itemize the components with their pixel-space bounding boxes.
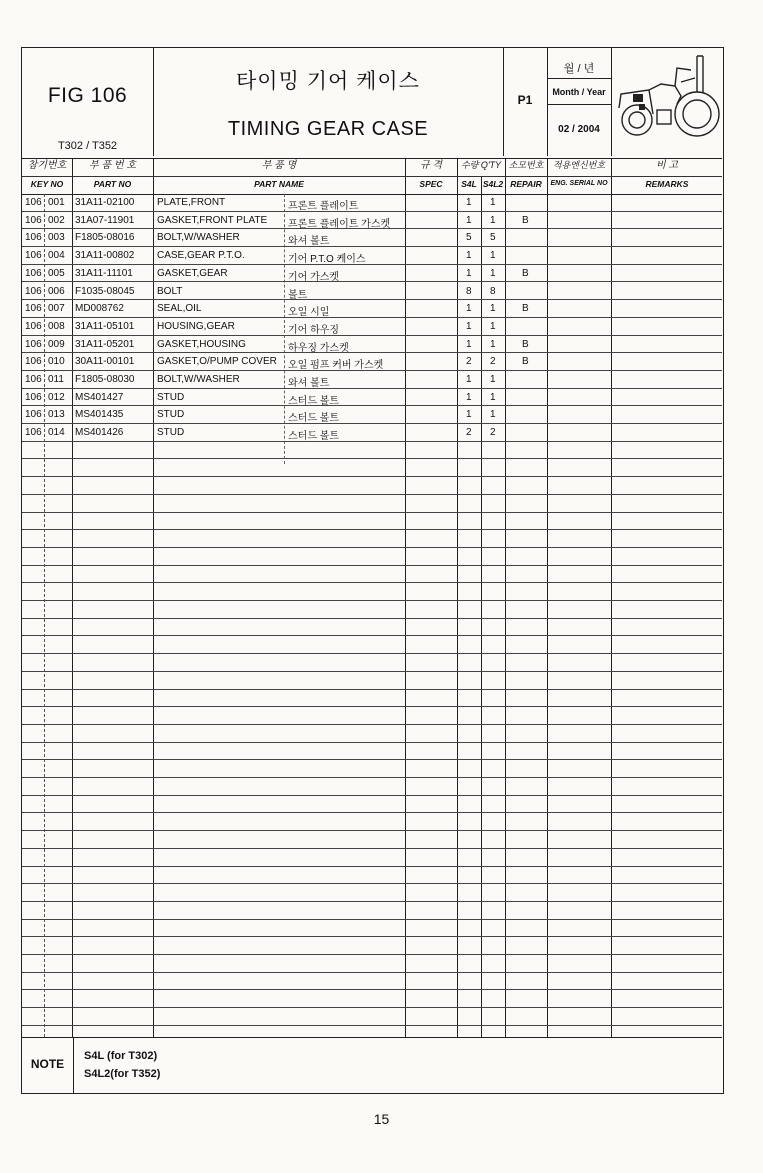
cell-key: 011 bbox=[48, 374, 64, 385]
table-row bbox=[22, 566, 722, 584]
cell-name-ko: 스터드 볼트 bbox=[288, 413, 340, 425]
cell-fig: 106 bbox=[25, 285, 42, 297]
date-label-korean: 월 / 년 bbox=[563, 63, 595, 75]
cell-key: 012 bbox=[48, 391, 65, 403]
cell-name-ko: 스터드 볼트 bbox=[288, 395, 340, 407]
cell-fig: 106 bbox=[25, 197, 42, 208]
cell-key: 006 bbox=[48, 285, 65, 297]
cell-name-en: GASKET,GEAR bbox=[157, 267, 228, 279]
cell-part-no: 31A07-11901 bbox=[75, 214, 135, 226]
cell-key: 004 bbox=[48, 250, 65, 262]
page-code: P1 bbox=[517, 93, 533, 107]
note-line-2: S4L2(for T352) bbox=[84, 1068, 161, 1080]
table-row bbox=[22, 973, 722, 991]
table-row bbox=[22, 194, 722, 212]
cell-name-en: PLATE,FRONT bbox=[157, 197, 226, 208]
cell-name-ko: 프론트 플레이트 bbox=[288, 201, 359, 212]
table-row bbox=[22, 637, 722, 655]
col-name: PART NAME bbox=[254, 179, 304, 189]
table-row bbox=[22, 991, 722, 1009]
table-row bbox=[22, 760, 722, 778]
cell-name-en: CASE,GEAR P.T.O. bbox=[157, 250, 245, 262]
cell-name-en: STUD bbox=[157, 391, 185, 403]
table-row bbox=[22, 796, 722, 814]
cell-s4l2: 1 bbox=[490, 250, 496, 262]
cell-part-no: 31A11-00802 bbox=[75, 250, 135, 262]
cell-name-ko: 기어 하우징 bbox=[288, 324, 340, 336]
cell-s4l2: 8 bbox=[490, 285, 496, 297]
cell-name-ko: 프론트 플레이트 가스켓 bbox=[288, 218, 391, 230]
page-cell bbox=[503, 48, 547, 156]
cell-key: 009 bbox=[48, 338, 65, 350]
cell-name-ko: 오일 시일 bbox=[288, 307, 330, 319]
col-key: KEY NO bbox=[30, 179, 64, 189]
table-row bbox=[22, 495, 722, 513]
col-qty-ko: 수량 Q'TY bbox=[460, 160, 502, 170]
table-row bbox=[22, 229, 722, 247]
col-qty-s4l2: S4L2 bbox=[482, 179, 504, 189]
cell-name-en: STUD bbox=[157, 409, 185, 421]
cell-name-en: GASKET,HOUSING bbox=[157, 338, 246, 350]
table-row bbox=[22, 442, 722, 460]
table-row bbox=[22, 654, 722, 672]
table-row bbox=[22, 318, 722, 336]
cell-s4l: 1 bbox=[466, 214, 472, 226]
cell-s4l: 8 bbox=[466, 285, 472, 297]
table-row bbox=[22, 477, 722, 495]
cell-name-en: HOUSING,GEAR bbox=[157, 320, 235, 332]
table-row bbox=[22, 778, 722, 796]
table-row bbox=[22, 300, 722, 318]
note-section bbox=[22, 1037, 722, 1093]
model-label: T302 / T352 bbox=[57, 140, 118, 152]
table-row bbox=[22, 867, 722, 885]
cell-s4l: 1 bbox=[466, 409, 472, 421]
cell-s4l2: 1 bbox=[490, 409, 496, 421]
col-part: PART NO bbox=[93, 179, 132, 189]
col-serial: ENG. SERIAL NO bbox=[550, 180, 608, 187]
cell-fig: 106 bbox=[25, 391, 42, 403]
cell-s4l: 1 bbox=[466, 391, 472, 403]
cell-fig: 106 bbox=[25, 409, 42, 421]
cell-part-no: MS401426 bbox=[75, 427, 124, 439]
col-name-ko: 부 품 명 bbox=[261, 160, 297, 171]
cell-fig: 106 bbox=[25, 374, 42, 385]
parts-sheet bbox=[21, 47, 724, 1094]
figure-number: FIG 106 bbox=[47, 84, 128, 107]
cell-fig: 106 bbox=[25, 232, 42, 244]
cell-s4l: 2 bbox=[466, 427, 472, 439]
table-row bbox=[22, 1008, 722, 1026]
cell-s4l: 1 bbox=[466, 338, 472, 350]
page-number: 15 bbox=[373, 1111, 390, 1127]
cell-fig: 106 bbox=[25, 356, 42, 368]
table-row bbox=[22, 743, 722, 761]
table-row bbox=[22, 955, 722, 973]
cell-s4l: 5 bbox=[466, 232, 472, 244]
col-serial-ko: 적용엔신번호 bbox=[552, 160, 606, 170]
figure-cell bbox=[22, 48, 153, 156]
cell-part-no: F1805-08016 bbox=[75, 232, 135, 244]
cell-key: 007 bbox=[48, 303, 65, 315]
cell-part-no: 31A11-05201 bbox=[75, 338, 135, 350]
cell-s4l: 1 bbox=[466, 197, 472, 208]
cell-part-no: 31A11-11101 bbox=[75, 267, 133, 279]
cell-s4l: 1 bbox=[466, 374, 472, 385]
table-row bbox=[22, 212, 722, 230]
table-row bbox=[22, 371, 722, 389]
cell-fig: 106 bbox=[25, 427, 42, 439]
title-english: TIMING GEAR CASE bbox=[227, 118, 429, 140]
cell-name-en: BOLT bbox=[157, 285, 183, 297]
cell-s4l2: 1 bbox=[490, 214, 496, 226]
table-row bbox=[22, 336, 722, 354]
table-row bbox=[22, 601, 722, 619]
table-row bbox=[22, 707, 722, 725]
cell-s4l2: 1 bbox=[490, 320, 496, 332]
table-row bbox=[22, 353, 722, 371]
cell-name-en: GASKET,FRONT PLATE bbox=[157, 214, 268, 226]
col-spec-ko: 규 격 bbox=[419, 160, 443, 171]
table-row bbox=[22, 283, 722, 301]
table-row bbox=[22, 513, 722, 531]
cell-name-ko: 오일 펌프 커버 가스켓 bbox=[288, 360, 384, 372]
table-row bbox=[22, 460, 722, 478]
table-row bbox=[22, 884, 722, 902]
cell-name-ko: 와셔 볼트 bbox=[288, 236, 330, 248]
cell-name-en: GASKET,O/PUMP COVER bbox=[157, 356, 277, 368]
table-row bbox=[22, 902, 722, 920]
table-row bbox=[22, 424, 722, 442]
cell-key: 002 bbox=[48, 214, 65, 226]
table-row bbox=[22, 690, 722, 708]
cell-s4l2: 1 bbox=[490, 391, 496, 403]
title-korean: 타이밍 기어 케이스 bbox=[236, 70, 420, 93]
cell-repair: B bbox=[522, 303, 529, 315]
title-cell bbox=[153, 48, 503, 156]
date-cell bbox=[547, 48, 611, 156]
col-remarks-ko: 비 고 bbox=[655, 160, 679, 171]
table-row bbox=[22, 619, 722, 637]
table-row bbox=[22, 672, 722, 690]
cell-key: 010 bbox=[48, 356, 65, 368]
cell-s4l2: 1 bbox=[490, 197, 496, 208]
table-row bbox=[22, 849, 722, 867]
cell-name-ko: 기어 P.T.O 케이스 bbox=[288, 254, 366, 266]
table-row bbox=[22, 530, 722, 548]
cell-part-no: MS401435 bbox=[75, 409, 124, 421]
cell-fig: 106 bbox=[25, 338, 42, 350]
cell-s4l2: 1 bbox=[490, 267, 496, 279]
cell-s4l: 2 bbox=[466, 356, 472, 368]
note-line-1: S4L (for T302) bbox=[84, 1050, 158, 1062]
cell-fig: 106 bbox=[25, 303, 42, 315]
cell-part-no: F1035-08045 bbox=[75, 285, 135, 297]
cell-part-no: F1805-08030 bbox=[75, 374, 135, 385]
cell-s4l: 1 bbox=[466, 267, 472, 279]
cell-key: 005 bbox=[48, 267, 65, 279]
cell-repair: B bbox=[522, 356, 529, 368]
cell-fig: 106 bbox=[25, 267, 42, 279]
table-row bbox=[22, 725, 722, 743]
cell-key: 003 bbox=[48, 232, 65, 244]
cell-name-ko: 하우징 가스켓 bbox=[288, 342, 349, 354]
cell-part-no: 31A11-05101 bbox=[75, 320, 135, 332]
cell-name-ko: 기어 가스켓 bbox=[288, 271, 340, 283]
cell-name-ko: 스터드 볼트 bbox=[288, 431, 340, 443]
tractor-illustration bbox=[611, 48, 723, 156]
date-value: 02 / 2004 bbox=[558, 124, 600, 135]
cell-fig: 106 bbox=[25, 250, 42, 262]
cell-name-ko: 볼트 bbox=[288, 289, 308, 301]
table-row bbox=[22, 920, 722, 938]
cell-name-en: STUD bbox=[157, 427, 185, 439]
table-row bbox=[22, 406, 722, 424]
col-key-ko: 참기번호 bbox=[27, 160, 67, 171]
tractor-icon bbox=[611, 48, 723, 156]
table-row bbox=[22, 548, 722, 566]
cell-part-no: MS401427 bbox=[75, 391, 124, 403]
table-row bbox=[22, 389, 722, 407]
cell-part-no: 30A11-00101 bbox=[75, 356, 135, 368]
cell-key: 008 bbox=[48, 320, 65, 332]
note-label-cell bbox=[22, 1038, 74, 1093]
cell-s4l: 1 bbox=[466, 320, 472, 332]
cell-s4l2: 2 bbox=[490, 427, 496, 439]
col-repair-ko: 소모번호 bbox=[508, 160, 544, 170]
cell-s4l2: 5 bbox=[490, 232, 496, 244]
col-remarks: REMARKS bbox=[645, 179, 689, 189]
cell-repair: B bbox=[522, 267, 529, 279]
cell-s4l2: 2 bbox=[490, 356, 496, 368]
cell-s4l2: 1 bbox=[490, 338, 496, 350]
table-row bbox=[22, 265, 722, 283]
cell-fig: 106 bbox=[25, 214, 42, 226]
cell-part-no: 31A11-02100 bbox=[75, 197, 135, 208]
sheet-header bbox=[22, 48, 722, 159]
cell-s4l: 1 bbox=[466, 250, 472, 262]
col-spec: SPEC bbox=[419, 179, 443, 189]
table-row bbox=[22, 814, 722, 832]
col-repair: REPAIR bbox=[510, 179, 542, 189]
cell-key: 001 bbox=[48, 197, 65, 208]
cell-repair: B bbox=[522, 338, 529, 350]
note-label: NOTE bbox=[30, 1057, 65, 1071]
cell-part-no: MD008762 bbox=[75, 303, 124, 315]
cell-fig: 106 bbox=[25, 320, 42, 332]
column-header-row bbox=[22, 158, 722, 195]
cell-name-en: BOLT,W/WASHER bbox=[157, 374, 240, 385]
cell-repair: B bbox=[522, 214, 529, 226]
col-qty-s4l: S4L bbox=[461, 179, 477, 189]
col-part-ko: 부 품 번 호 bbox=[89, 160, 136, 171]
table-row bbox=[22, 583, 722, 601]
cell-name-ko: 와셔 볼트 bbox=[288, 378, 330, 389]
table-row bbox=[22, 831, 722, 849]
table-row bbox=[22, 247, 722, 265]
cell-s4l: 1 bbox=[466, 303, 472, 315]
cell-key: 014 bbox=[48, 427, 65, 439]
cell-name-en: SEAL,OIL bbox=[157, 303, 202, 315]
cell-s4l2: 1 bbox=[490, 374, 496, 385]
cell-name-en: BOLT,W/WASHER bbox=[157, 232, 240, 244]
cell-s4l2: 1 bbox=[490, 303, 496, 315]
date-label-english: Month / Year bbox=[552, 87, 606, 97]
parts-table bbox=[22, 194, 722, 1037]
cell-key: 013 bbox=[48, 409, 65, 421]
table-row bbox=[22, 937, 722, 955]
